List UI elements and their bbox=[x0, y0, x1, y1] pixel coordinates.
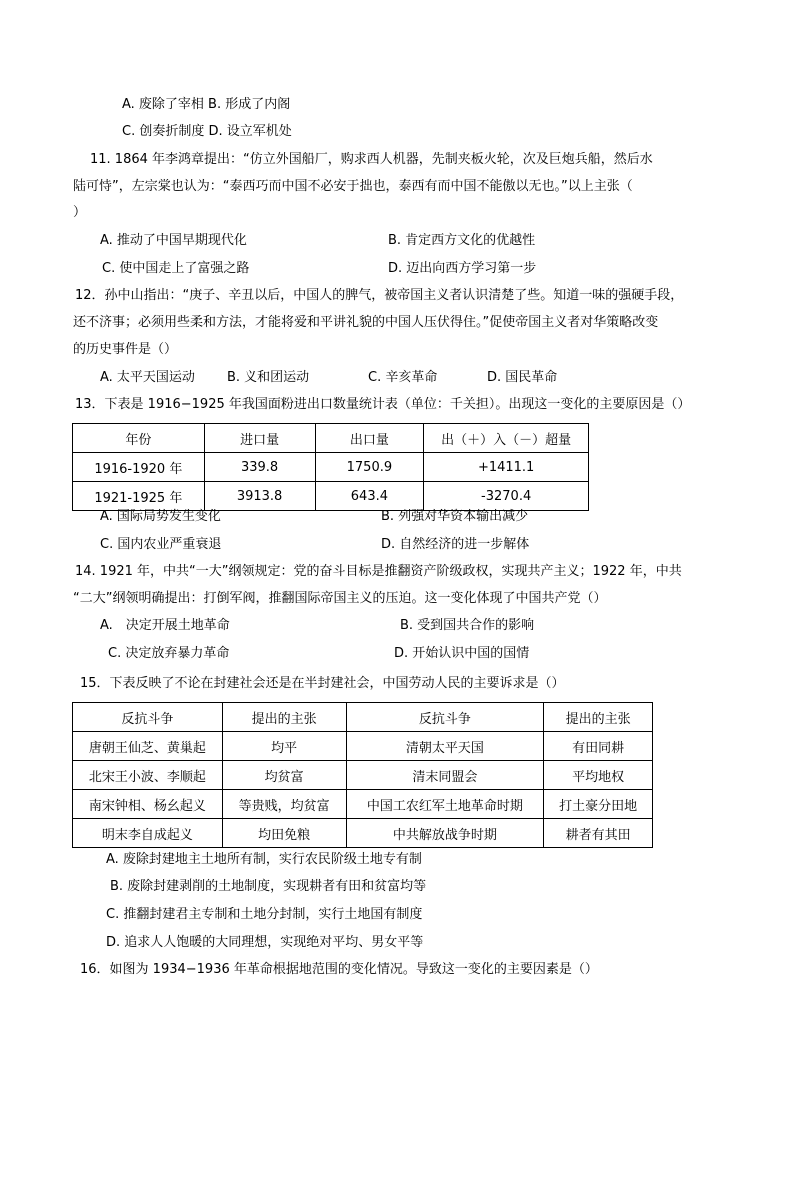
q11-stem-line3: ） bbox=[73, 205, 87, 220]
table-cell: 中国工农红军土地革命时期 bbox=[346, 790, 544, 819]
q10-options-ab: A. 废除了宰相 B. 形成了内阁 bbox=[122, 97, 291, 112]
q13-option-d: D. 自然经济的进一步解体 bbox=[381, 537, 530, 552]
header-cell: 反抗斗争 bbox=[73, 703, 223, 732]
q12-option-b: B. 义和团运动 bbox=[227, 370, 310, 385]
q15-stem: 15．下表反映了不论在封建社会还是在半封建社会，中国劳动人民的主要诉求是（） bbox=[80, 676, 565, 691]
q15-table bbox=[72, 702, 653, 848]
table-cell: 均平 bbox=[222, 732, 346, 761]
q13-table bbox=[72, 423, 589, 511]
table-cell: -3270.4 bbox=[424, 482, 589, 511]
q14-option-d: D. 开始认识中国的国情 bbox=[394, 646, 530, 661]
q12-stem-line2: 还不济事；必须用些柔和方法，才能将爱和平讲礼貌的中国人压伏得住。”促使帝国主义者对华策略改变 bbox=[73, 315, 659, 330]
table-row bbox=[73, 790, 653, 819]
table-cell: 清朝太平天国 bbox=[346, 732, 544, 761]
table-cell: 643.4 bbox=[315, 482, 424, 511]
q13-option-a: A. 国际局势发生变化 bbox=[100, 509, 221, 524]
q14-option-a: A. 决定开展土地革命 bbox=[100, 618, 230, 633]
q10-options-cd: C. 创奏折制度 D. 设立军机处 bbox=[122, 124, 292, 139]
table-header-row bbox=[73, 703, 653, 732]
table-cell: 均田免粮 bbox=[222, 819, 346, 848]
table-cell: 打土豪分田地 bbox=[544, 790, 653, 819]
table-row bbox=[73, 732, 653, 761]
q12-stem-line3: 的历史事件是（） bbox=[73, 342, 178, 357]
table-cell: 唐朝王仙芝、黄巢起 bbox=[73, 732, 223, 761]
table-cell: 339.8 bbox=[204, 453, 315, 482]
q12-option-c: C. 辛亥革命 bbox=[368, 370, 438, 385]
q11-stem-line1: 11. 1864 年李鸿章提出：“仿立外国船厂，购求西人机器，先制夹板火轮，次及巨炮兵船，然后水 bbox=[90, 152, 653, 167]
table-row bbox=[73, 453, 589, 482]
q12-option-a: A. 太平天国运动 bbox=[100, 370, 195, 385]
table-row bbox=[73, 761, 653, 790]
q15-option-d: D. 追求人人饱暖的大同理想，实现绝对平均、男女平等 bbox=[106, 935, 424, 950]
table-cell: 清末同盟会 bbox=[346, 761, 544, 790]
q11-option-a: A. 推动了中国早期现代化 bbox=[100, 233, 247, 248]
q13-stem: 13．下表是 1916−1925 年我国面粉进出口数量统计表（单位：千关担）。出现这一变化的主要原因是（） bbox=[75, 397, 691, 412]
table-cell: 1916-1920 年 bbox=[73, 453, 205, 482]
header-cell: 出口量 bbox=[315, 424, 424, 453]
q14-option-b: B. 受到国共合作的影响 bbox=[400, 618, 535, 633]
table-row bbox=[73, 482, 589, 511]
q14-stem-line2: “二大”纲领明确提出：打倒军阀，推翻国际帝国主义的压迫。这一变化体现了中国共产党（） bbox=[73, 591, 607, 606]
table-cell: 耕者有其田 bbox=[544, 819, 653, 848]
header-cell: 进口量 bbox=[204, 424, 315, 453]
table-cell: +1411.1 bbox=[424, 453, 589, 482]
table-cell: 等贵贱，均贫富 bbox=[222, 790, 346, 819]
q11-option-d: D. 迈出向西方学习第一步 bbox=[388, 261, 537, 276]
q11-stem-line2: 陆可恃”，左宗棠也认为：“泰西巧而中国不必安于拙也，泰西有而中国不能傲以无也。”以上主张（ bbox=[73, 179, 633, 194]
q14-option-c: C. 决定放弃暴力革命 bbox=[108, 646, 230, 661]
table-cell: 有田同耕 bbox=[544, 732, 653, 761]
table-cell: 1750.9 bbox=[315, 453, 424, 482]
table-cell: 南宋钟相、杨幺起义 bbox=[73, 790, 223, 819]
table-cell: 1921-1925 年 bbox=[73, 482, 205, 511]
q15-option-b: B. 废除封建剥削的土地制度，实现耕者有田和贫富均等 bbox=[110, 879, 427, 894]
table-cell: 北宋王小波、李顺起 bbox=[73, 761, 223, 790]
header-cell: 年份 bbox=[73, 424, 205, 453]
q13-option-b: B. 列强对华资本输出减少 bbox=[381, 509, 529, 524]
q15-option-c: C. 推翻封建君主专制和土地分封制，实行土地国有制度 bbox=[106, 907, 423, 922]
q15-option-a: A. 废除封建地主土地所有制，实行农民阶级土地专有制 bbox=[106, 852, 422, 867]
table-header-row bbox=[73, 424, 589, 453]
q13-option-c: C. 国内农业严重衰退 bbox=[100, 537, 222, 552]
q16-stem: 16．如图为 1934−1936 年革命根据地范围的变化情况。导致这一变化的主要因素是（） bbox=[80, 962, 598, 977]
q12-option-d: D. 国民革命 bbox=[487, 370, 558, 385]
header-cell: 反抗斗争 bbox=[346, 703, 544, 732]
q11-option-c: C. 使中国走上了富强之路 bbox=[102, 261, 250, 276]
table-cell: 平均地权 bbox=[544, 761, 653, 790]
header-cell: 出（＋）入（－）超量 bbox=[424, 424, 589, 453]
table-cell: 均贫富 bbox=[222, 761, 346, 790]
table-row bbox=[73, 819, 653, 848]
q11-option-b: B. 肯定西方文化的优越性 bbox=[388, 233, 536, 248]
table-cell: 3913.8 bbox=[204, 482, 315, 511]
header-cell: 提出的主张 bbox=[544, 703, 653, 732]
table-cell: 明末李自成起义 bbox=[73, 819, 223, 848]
q14-stem-line1: 14. 1921 年，中共“一大”纲领规定：党的奋斗目标是推翻资产阶级政权，实现共产主义；1922 年，中共 bbox=[75, 564, 682, 579]
q12-stem-line1: 12．孙中山指出：“庚子、辛丑以后，中国人的脾气，被帝国主义者认识清楚了些。知道一味的强硬手段， bbox=[75, 288, 684, 303]
table-cell: 中共解放战争时期 bbox=[346, 819, 544, 848]
header-cell: 提出的主张 bbox=[222, 703, 346, 732]
